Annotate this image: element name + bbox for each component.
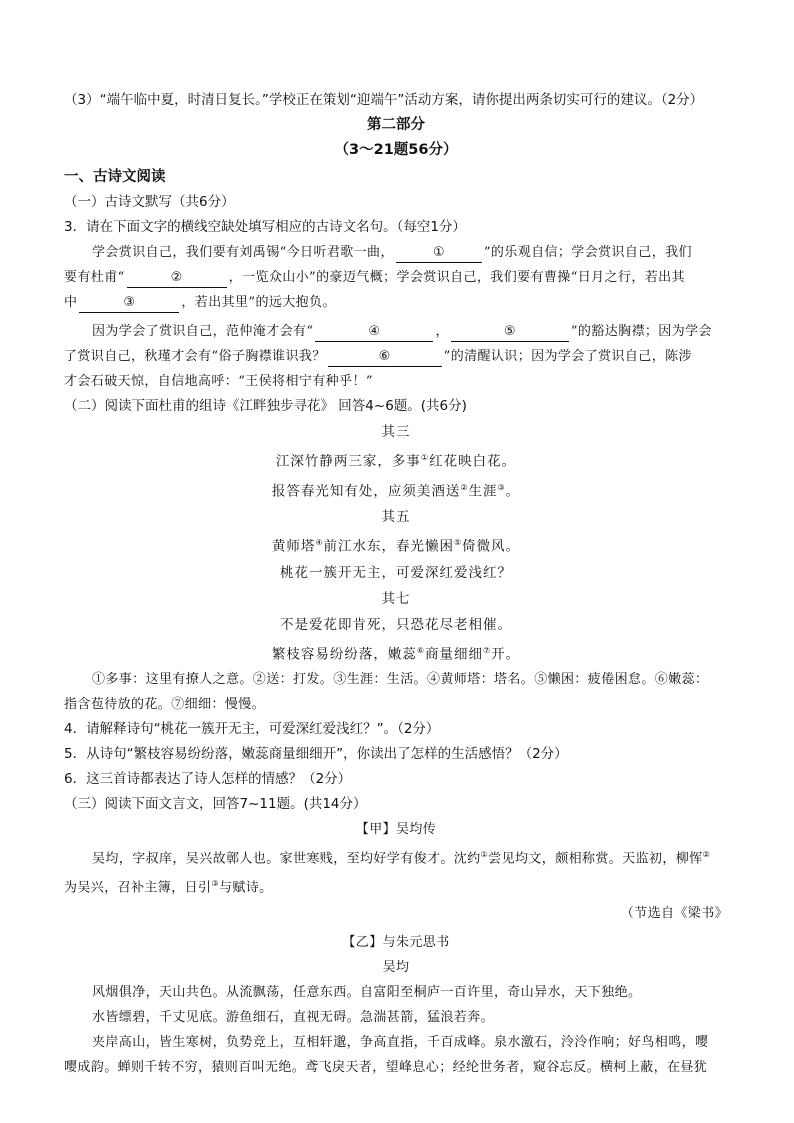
question-3-part-3: （3）“端午临中夏，时清日复长。”学校正在策划“迎端午”活动方案，请你提出两条切实可行的建议。（2分） <box>64 92 704 108</box>
poem-text: 。 <box>505 483 521 499</box>
dictation-line-5 <box>64 344 728 369</box>
dictation-text: 了赏识自己，秋瑾才会有“俗子胸襟谁识我？ <box>64 349 326 364</box>
question-5: 5．从诗句“繁枝容易纷纷落，嫩蕊商量细细开”，你读出了怎样的生活感悟？（2分） <box>64 746 568 762</box>
dictation-line-4 <box>64 319 728 344</box>
passage-jia-line-1 <box>64 842 728 871</box>
subsection-dictation: （一）古诗文默写（共6分） <box>64 194 235 210</box>
dictation-text: 要有杜甫“ <box>64 270 125 285</box>
dictation-text: ”的清醒认识；因为学会了赏识自己，陈涉 <box>443 349 692 364</box>
poem-text: 开。 <box>491 646 521 662</box>
poem-7-line-2 <box>64 638 728 668</box>
passage-text: 为吴兴，召补主簿，日引 <box>64 880 212 896</box>
poem-text: 报答春光知有处，应须美酒送 <box>271 483 461 499</box>
poem-5-line-2: 桃花一簇开无主，可爱深红爱浅红？ <box>280 564 512 581</box>
poem-notes-line-2: 指含苞待放的花。⑦细细：慢慢。 <box>64 697 266 712</box>
passage-yi-line-2: 水皆缥碧，千丈见底。游鱼细石，直视无碍。急湍甚箭，猛浪若奔。 <box>92 1009 495 1025</box>
dictation-line-6: 才会石破天惊，自信地高呼：“王侯将相宁有种乎！” <box>64 374 373 389</box>
poem-text: 繁枝容易纷纷落，嫩蕊 <box>271 646 417 662</box>
dictation-line-3 <box>64 290 728 315</box>
subsection-poem-reading: （二）阅读下面杜甫的组诗《江畔独步寻花》 回答4~6题。(共6分) <box>64 398 467 414</box>
dictation-text: ”的豁达胸襟；因为学会 <box>570 324 712 339</box>
section-heading-classical-reading: 一、古诗文阅读 <box>64 169 166 185</box>
poem-title-3: 其三 <box>381 424 411 440</box>
passage-jia-source: （节选自《梁书》 <box>620 905 728 921</box>
poem-3-line-2 <box>64 475 728 505</box>
question-4: 4．请解释诗句“桃花一簇开无主，可爱深红爱浅红？”。（2分） <box>64 721 440 737</box>
blank-6[interactable]: ⑥ <box>328 348 442 367</box>
blank-4[interactable]: ④ <box>315 323 433 342</box>
passage-yi-line-3: 夹岸高山，皆生寒树，负势竞上，互相轩邈，争高直指，千百成峰。泉水激石，泠泠作响；好鸟相鸣，嘤 <box>92 1034 709 1050</box>
passage-text: 与赋诗。 <box>218 880 273 896</box>
blank-5[interactable]: ⑤ <box>451 323 569 342</box>
poem-text: 倚微风。 <box>462 538 521 555</box>
blank-1[interactable]: ① <box>396 244 482 263</box>
poem-notes-line-1: ①多事：这里有撩人之意。②送：打发。③生涯：生活。④黄师塔：塔名。⑤懒困：疲倦困怠。⑥嫩蕊： <box>92 672 709 687</box>
passage-jia-title: 【甲】吴均传 <box>355 822 437 837</box>
passage-yi-title: 【乙】与朱元思书 <box>342 934 450 950</box>
poem-text: 黄师塔 <box>271 538 316 555</box>
passage-text: 吴均，字叔庠，吴兴故鄣人也。家世寒贱，至均好学有俊才。沈约 <box>92 851 481 867</box>
footnote-mark: ② <box>702 850 711 859</box>
poem-title-5: 其五 <box>381 509 411 525</box>
footnote-mark: ⑥ <box>416 645 425 655</box>
question-3: 3．请在下面文字的横线空缺处填写相应的古诗文名句。（每空1分） <box>64 219 466 235</box>
part-subtitle: （3～21题56分） <box>334 142 458 158</box>
passage-text: 尝见均文，颇相称赏。天监初，柳恽 <box>488 851 703 867</box>
footnote-mark: ④ <box>315 538 324 547</box>
poem-text: 江深竹静两三家，多事 <box>275 453 421 470</box>
footnote-mark: ③ <box>497 482 506 492</box>
dictation-text: ， <box>435 324 449 339</box>
dictation-text: 中 <box>64 295 78 310</box>
footnote-mark: ⑤ <box>454 538 463 547</box>
footnote-mark: ① <box>420 453 430 462</box>
question-6: 6．这三首诗都表达了诗人怎样的情感？（2分） <box>64 771 352 787</box>
footnote-mark: ① <box>480 850 489 859</box>
poem-text: 商量细细 <box>425 646 483 662</box>
footnote-mark: ⑦ <box>483 645 492 655</box>
passage-yi-author: 吴均 <box>382 959 410 975</box>
poem-7-line-1: 不是爱花即肯死，只恐花尽老相催。 <box>280 616 512 633</box>
blank-2[interactable]: ② <box>127 269 227 288</box>
poem-text: 生涯 <box>468 483 498 499</box>
part-title: 第二部分 <box>367 117 425 133</box>
poem-text: 红花映白花。 <box>429 453 517 470</box>
dictation-text: 学会赏识自己，我们要有刘禹锡“今日听君歌一曲， <box>92 245 394 260</box>
dictation-text: ”的乐观自信；学会赏识自己，我们 <box>483 245 692 260</box>
passage-yi-line-4: 嘤成韵。蝉则千转不穷，猿则百叫无绝。鸢飞戾天者，望峰息心；经纶世务者，窥谷忘反。横柯上蔽，在昼犹 <box>64 1059 708 1075</box>
dictation-text: 因为学会了赏识自己，范仲淹才会有“ <box>92 324 314 339</box>
passage-yi-line-1: 风烟俱净，天山共色。从流飘荡，任意东西。自富阳至桐庐一百许里，奇山异水，天下独绝。 <box>92 984 642 1000</box>
dictation-line-2 <box>64 265 728 290</box>
passage-jia-line-2 <box>64 871 728 900</box>
footnote-mark: ② <box>460 482 469 492</box>
footnote-mark: ③ <box>211 879 219 889</box>
dictation-text: ，一览众山小”的豪迈气概；学会赏识自己，我们要有曹操“日月之行，若出其 <box>228 270 685 285</box>
poem-3-line-1 <box>64 445 728 475</box>
poem-title-7: 其七 <box>381 590 411 607</box>
blank-3[interactable]: ③ <box>79 294 179 313</box>
poem-text: 前江水东，春光懒困 <box>323 538 454 555</box>
dictation-line-1 <box>64 240 728 265</box>
poem-5-line-1 <box>64 530 728 560</box>
subsection-classical-prose: （三）阅读下面文言文，回答7~11题。(共14分） <box>64 796 367 812</box>
dictation-text: ，若出其里”的远大抱负。 <box>181 295 336 310</box>
